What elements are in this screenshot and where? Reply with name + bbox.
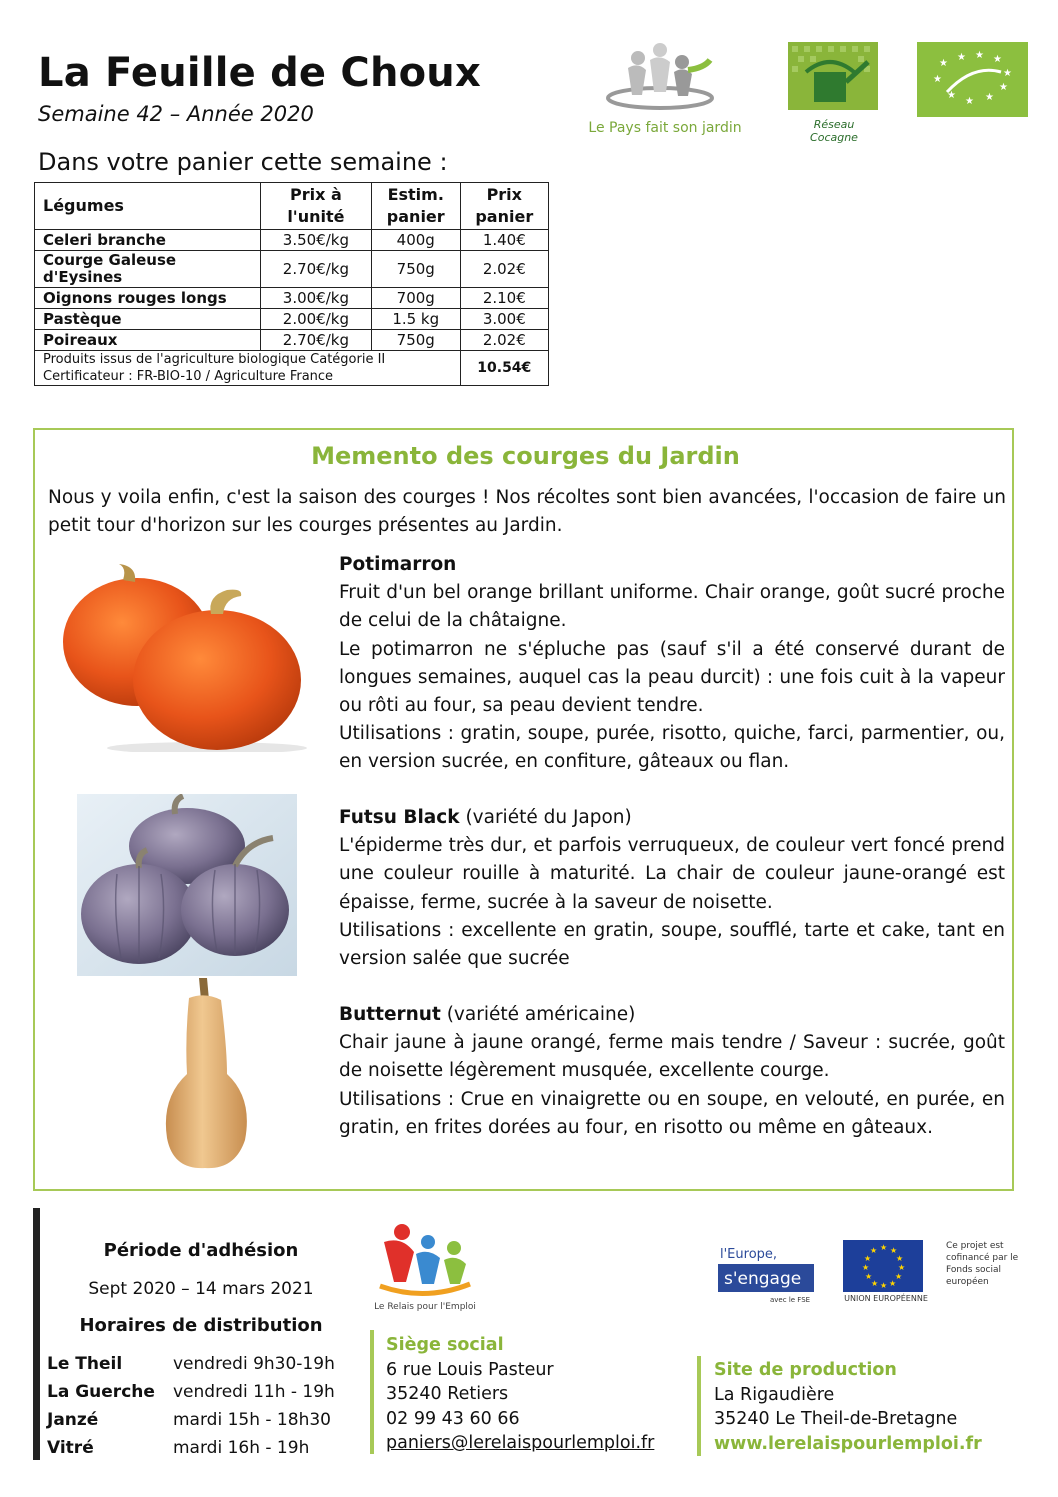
- unit-price: 3.50€/kg: [260, 230, 371, 251]
- certification-line-1: Produits issus de l'agriculture biologique Catégorie II: [43, 352, 386, 367]
- squash-paragraph: Utilisations : Crue en vinaigrette ou en soupe, en velouté, en purée, en gratin, en frites dorées au four, en risotto ou même en gâteaux.: [339, 1088, 1005, 1138]
- squash-variety: (variété du Japon): [465, 807, 632, 828]
- table-row: [35, 251, 549, 288]
- siege-phone: 02 99 43 60 66: [386, 1408, 520, 1429]
- siege-street: 6 rue Louis Pasteur: [386, 1359, 554, 1380]
- butternut-photo: [77, 978, 297, 1174]
- production-city: 35240 Le Theil-de-Bretagne: [714, 1409, 958, 1429]
- svg-text:★: ★: [957, 52, 966, 63]
- page-title: La Feuille de Choux: [38, 50, 481, 96]
- distribution-schedule: [47, 1350, 335, 1462]
- squash-futsu-black: [339, 804, 1005, 973]
- header-unit-price-label: Prix à l'unité: [287, 185, 345, 226]
- pays-people-icon: [580, 40, 750, 120]
- squash-variety: (variété américaine): [446, 1004, 636, 1025]
- svg-text:★: ★: [862, 1263, 870, 1272]
- svg-text:★: ★: [965, 96, 974, 107]
- unit-price: 2.00€/kg: [260, 309, 371, 330]
- adhesion-title: Période d'adhésion: [103, 1240, 299, 1261]
- relais-pour-emploi-logo: [370, 1222, 480, 1318]
- siege-city: 35240 Retiers: [386, 1384, 509, 1404]
- organic-leaf-icon: [917, 42, 1028, 117]
- schedule-city: Janzé: [47, 1410, 99, 1430]
- estimated-weight: 400g: [371, 230, 460, 251]
- production-heading: Site de production: [714, 1360, 897, 1380]
- svg-text:★: ★: [933, 74, 942, 85]
- squash-paragraph: Utilisations : excellente en gratin, soupe, soufflé, tarte et cake, tant en version salée que sucrée: [339, 919, 1005, 970]
- table-row: [35, 288, 549, 309]
- squash-paragraph: Le potimarron ne s'épluche pas (sauf s'il a été conservé durant de longues semaines, auquel cas la peau durcit) : une fois cuit à la vapeur ou rôti au four, sa peau devient tendre.: [339, 638, 1005, 717]
- pays-fait-son-jardin-logo: [580, 40, 750, 140]
- adhesion-dates: Sept 2020 – 14 mars 2021: [88, 1279, 314, 1299]
- cocagne-badge: [788, 42, 878, 110]
- table-row: [35, 230, 549, 251]
- schedule-row: [47, 1378, 335, 1406]
- svg-text:s'engage: s'engage: [724, 1269, 802, 1289]
- schedule-city: La Guerche: [47, 1382, 155, 1402]
- memento-intro: Nous y voila enfin, c'est la saison des courges ! Nos récoltes sont bien avancées, l'occasion de faire un petit tour d'horizon sur les courges présentes au Jardin.: [48, 487, 1006, 536]
- svg-text:★: ★: [880, 1243, 888, 1252]
- svg-text:★: ★: [871, 1279, 879, 1288]
- legume-name: Oignons rouges longs: [35, 288, 261, 309]
- europe-engage-logo: [714, 1240, 822, 1304]
- watering-can-icon: [788, 42, 878, 110]
- schedule-hours: vendredi 11h - 19h: [173, 1382, 335, 1402]
- pays-logo-caption: Le Pays fait son jardin: [588, 120, 742, 136]
- squash-paragraph: Fruit d'un bel orange brillant uniforme. Chair orange, goût sucré proche de celui de la châtaigne.: [339, 582, 1005, 632]
- basket-price: 2.02€: [460, 251, 548, 288]
- svg-text:★: ★: [864, 1254, 872, 1263]
- svg-text:★: ★: [975, 50, 984, 61]
- europe-engage-text: l'Europe,: [720, 1247, 778, 1262]
- basket-total: 10.54€: [460, 351, 548, 386]
- europe-engage-icon: [714, 1240, 822, 1304]
- svg-text:★: ★: [1003, 68, 1012, 79]
- squash-name: Potimarron: [339, 554, 457, 575]
- squash-paragraph: L'épiderme très dur, et parfois verruqueux, de couleur vert foncé prend une couleur rouille à maturité. La chair de couleur jaune-orangé est épaisse, ferme, sucrée à la saveur de noisette.: [339, 835, 1005, 913]
- siege-divider: [370, 1330, 374, 1454]
- memento-title: Memento des courges du Jardin: [311, 442, 740, 470]
- unit-price: 2.70€/kg: [260, 330, 371, 351]
- svg-text:★: ★: [947, 90, 956, 101]
- svg-text:★: ★: [890, 1246, 898, 1255]
- futsu-black-photo: [77, 794, 297, 976]
- siege-email-link[interactable]: paniers@lerelaispourlemploi.fr: [386, 1433, 655, 1453]
- squash-name: Butternut: [339, 1004, 441, 1025]
- cocagne-caption: Réseau Cocagne: [810, 118, 858, 144]
- header-estim: [371, 183, 460, 230]
- schedule-hours: vendredi 9h30-19h: [173, 1354, 335, 1374]
- schedule-row: [47, 1350, 335, 1378]
- relais-people-icon: [370, 1222, 480, 1302]
- production-place: La Rigaudière: [714, 1384, 835, 1405]
- legume-name: Pastèque: [35, 309, 261, 330]
- schedule-city: Le Theil: [47, 1354, 123, 1374]
- svg-text:★: ★: [898, 1263, 906, 1272]
- squash-name: Futsu Black: [339, 807, 460, 828]
- legume-name: Poireaux: [35, 330, 261, 351]
- eu-organic-logo: [917, 42, 1028, 117]
- estimated-weight: 700g: [371, 288, 460, 309]
- organic-certification: [35, 351, 461, 386]
- squash-paragraph: Utilisations : gratin, soupe, purée, risotto, quiche, farci, parmentier, ou, en version sucrée, en confiture, gâteaux ou flan.: [339, 723, 1005, 773]
- memento-box: [33, 428, 1014, 1191]
- unit-price: 2.70€/kg: [260, 251, 371, 288]
- basket-table: [34, 182, 549, 386]
- legume-name: Courge Galeuse d'Eysines: [35, 251, 261, 288]
- table-header-row: [35, 183, 549, 230]
- schedule-hours: mardi 16h - 19h: [173, 1438, 310, 1458]
- header-unit-price: [260, 183, 371, 230]
- siege-heading: Siège social: [386, 1335, 504, 1355]
- schedule-city: Vitré: [47, 1438, 94, 1458]
- svg-text:★: ★: [870, 1246, 878, 1255]
- squash-paragraph: Chair jaune à jaune orangé, ferme mais tendre / Saveur : sucrée, goût de noisette légèrement musquée, excellente courge.: [339, 1032, 1005, 1082]
- eu-flag-icon: [843, 1240, 923, 1292]
- basket-heading: Dans votre panier cette semaine :: [38, 148, 448, 176]
- estimated-weight: 1.5 kg: [371, 309, 460, 330]
- svg-text:★: ★: [985, 92, 994, 103]
- basket-price: 1.40€: [460, 230, 548, 251]
- eu-caption: UNION EUROPÉENNE: [844, 1294, 928, 1303]
- schedule-hours: mardi 15h - 18h30: [173, 1410, 331, 1430]
- squash-potimarron: [339, 551, 1005, 777]
- header-legumes: Légumes: [35, 183, 261, 230]
- estimated-weight: 750g: [371, 330, 460, 351]
- svg-text:★: ★: [895, 1272, 903, 1281]
- basket-price: 2.02€: [460, 330, 548, 351]
- svg-text:★: ★: [999, 82, 1008, 93]
- basket-price: 2.10€: [460, 288, 548, 309]
- eu-flag-logo: [843, 1240, 923, 1302]
- production-divider: [697, 1356, 701, 1456]
- footer-divider: [33, 1208, 40, 1460]
- table-row: [35, 309, 549, 330]
- basket-price: 3.00€: [460, 309, 548, 330]
- svg-text:★: ★: [939, 58, 948, 69]
- potimarron-photo: [57, 562, 309, 752]
- certification-line-2: Certificateur : FR-BIO-10 / Agriculture France: [43, 369, 334, 384]
- header-price: [460, 183, 548, 230]
- table-footer-row: [35, 351, 549, 386]
- production-site-block: [714, 1358, 982, 1456]
- relais-caption: Le Relais pour l'Emploi: [374, 1302, 476, 1312]
- table-row: [35, 330, 549, 351]
- header-estim-label: Estim. panier: [386, 185, 445, 226]
- unit-price: 3.00€/kg: [260, 288, 371, 309]
- svg-text:★: ★: [865, 1272, 873, 1281]
- svg-text:avec le FSE: avec le FSE: [770, 1296, 811, 1304]
- estimated-weight: 750g: [371, 251, 460, 288]
- header-price-label: Prix panier: [475, 185, 534, 226]
- website-link[interactable]: www.lerelaispourlemploi.fr: [714, 1433, 982, 1454]
- squash-butternut: [339, 1001, 1005, 1142]
- reseau-cocagne-logo: [788, 42, 880, 144]
- issue-subtitle: Semaine 42 – Année 2020: [38, 102, 314, 126]
- svg-text:★: ★: [889, 1279, 897, 1288]
- svg-text:★: ★: [880, 1281, 888, 1290]
- schedule-row: [47, 1406, 335, 1434]
- svg-text:★: ★: [993, 54, 1002, 65]
- svg-text:★: ★: [896, 1254, 904, 1263]
- siege-social-block: [386, 1333, 654, 1456]
- legume-name: Celeri branche: [35, 230, 261, 251]
- schedule-row: [47, 1434, 335, 1462]
- hours-title: Horaires de distribution: [79, 1315, 323, 1336]
- fse-cofinance-note: Ce projet est cofinancé par le Fonds social européen: [946, 1241, 1019, 1287]
